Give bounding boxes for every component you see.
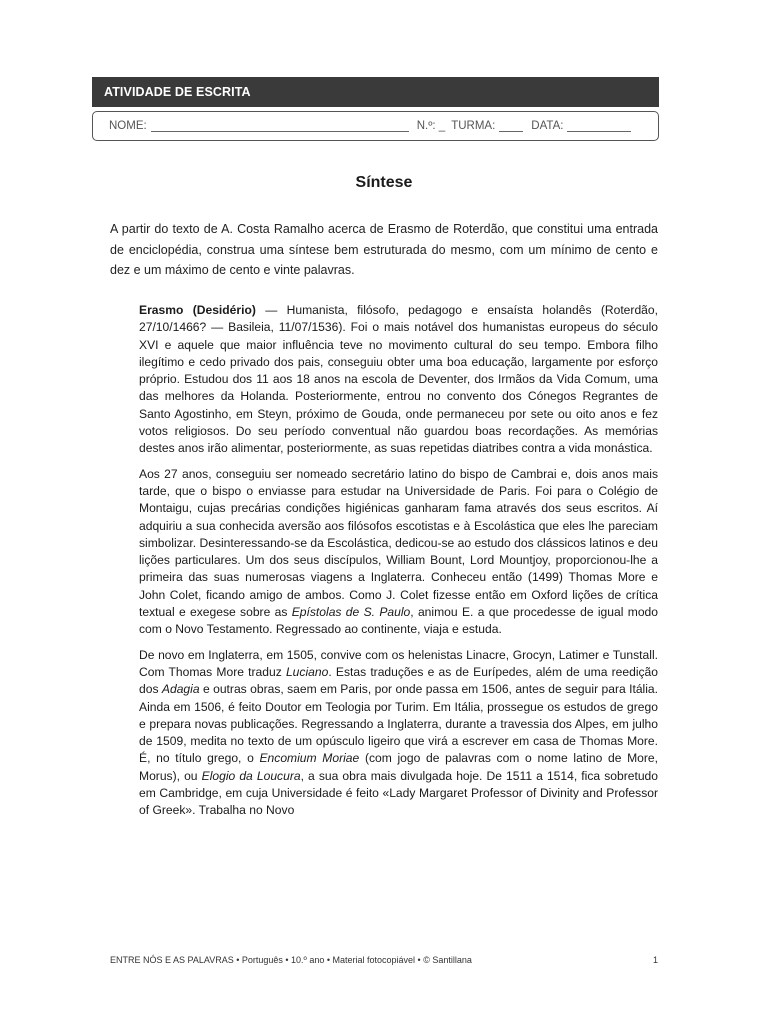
entry-headword: Erasmo (Desidério): [139, 303, 256, 317]
data-field[interactable]: [567, 121, 631, 132]
nome-field[interactable]: [151, 121, 409, 132]
activity-header: [92, 77, 659, 107]
data-label: DATA:: [531, 120, 564, 132]
entry-paragraph-3: De novo em Inglaterra, em 1505, convive com os helenistas Linacre, Grocyn, Latimer e Tunstall. Com Thomas More traduz Luciano. Estas traduções e as de Eurípedes, além de uma reedição dos Adagia e outras obras, saem em Paris, por onde passa em 1506, antes de seguir para Itália. Ainda em 1506, é feito Doutor em Teologia por Turim. Em Itália, prossegue os estudos de grego e prepara novas publicações. Regressando a Inglaterra, durante a travessia dos Alpes, em julho de 1509, medita no texto de um opúsculo ligeiro que virá a escrever em casa de Thomas More. É, no título grego, o Encomium Moriae (com jogo de palavras com o nome latino de More, Morus), ou Elogio da Loucura, a sua obra mais divulgada hoje. De 1511 a 1514, fica sobretudo em Cambridge, em cuja Universidade é feito «Lady Margaret Professor of Divinity and Professor of Greek». Trabalha no Novo: [139, 647, 659, 818]
page-title: Síntese: [355, 174, 413, 191]
page-number: 1: [652, 955, 658, 965]
encyclopedia-entry: [139, 302, 658, 828]
numero-label: N.º: _: [416, 120, 446, 132]
activity-header-title: ATIVIDADE DE ESCRITA: [104, 85, 251, 99]
turma-field[interactable]: [499, 121, 523, 132]
turma-label: TURMA:: [451, 120, 496, 132]
footer-credits: ENTRE NÓS E AS PALAVRAS • Português • 10.º ano • Material fotocopiável • © Santillana: [110, 955, 472, 965]
entry-paragraph-2: Aos 27 anos, conseguiu ser nomeado secretário latino do bispo de Cambrai e, dois anos mais tarde, que o bispo o enviasse para estudar na Universidade de Paris. Foi para o Colégio de Montaigu, cujas precárias condições higiénicas ganharam fama através dos seus escritos. Aí adquiriu a sua conhecida aversão aos filósofos escotistas e à Escolástica que eles lhe pareciam simbolizar. Desinteressando-se da Escolástica, dedicou-se ao estudo dos clássicos latinos e deu lições particulares. Um dos seus discípulos, William Bount, Lord Mountjoy, proporcionou-lhe a primeira das suas numerosas viagens a Inglaterra. Conheceu então (1499) Thomas More e John Colet, ficando amigo de ambos. Como J. Colet fizesse então em Oxford lições de crítica textual e exegese sobre as Epístolas de S. Paulo, animou E. a que procedesse de igual modo com o Novo Testamento. Regressado ao continente, viaja e estuda.: [139, 466, 658, 637]
instructions-paragraph: A partir do texto de A. Costa Ramalho acerca de Erasmo de Roterdão, que constitui uma entrada de enciclopédia, construa uma síntese bem estruturada do mesmo, com um mínimo de cento e dez e um máximo de cento e vinte palavras.: [110, 222, 658, 277]
nome-label: NOME:: [109, 120, 147, 132]
page-footer: [110, 955, 658, 965]
student-info-box: [92, 111, 659, 141]
entry-paragraph-1: Erasmo (Desidério) — Humanista, filósofo, pedagogo e ensaísta holandês (Roterdão, 27/10/1466? — Basileia, 11/07/1536). Foi o mais notável dos humanistas europeus do século XVI e aquele que maior influência teve no movimento cultural do seu tempo. Embora filho ilegítimo e cedo privado dos pais, conseguiu obter uma boa educação, largamente por esforço próprio. Estudou dos 11 aos 18 anos na escola de Deventer, dos Irmãos da Vida Comum, uma das melhores da Holanda. Posteriormente, entrou no convento dos Cónegos Regrantes de Santo Agostinho, em Steyn, próximo de Gouda, onde permaneceu por sete ou oito anos e fez votos religiosos. Do seu período conventual não guardou boas recordações. As memórias destes anos irão alimentar, posteriormente, as suas repetidas diatribes contra a vida monástica.: [139, 303, 658, 456]
